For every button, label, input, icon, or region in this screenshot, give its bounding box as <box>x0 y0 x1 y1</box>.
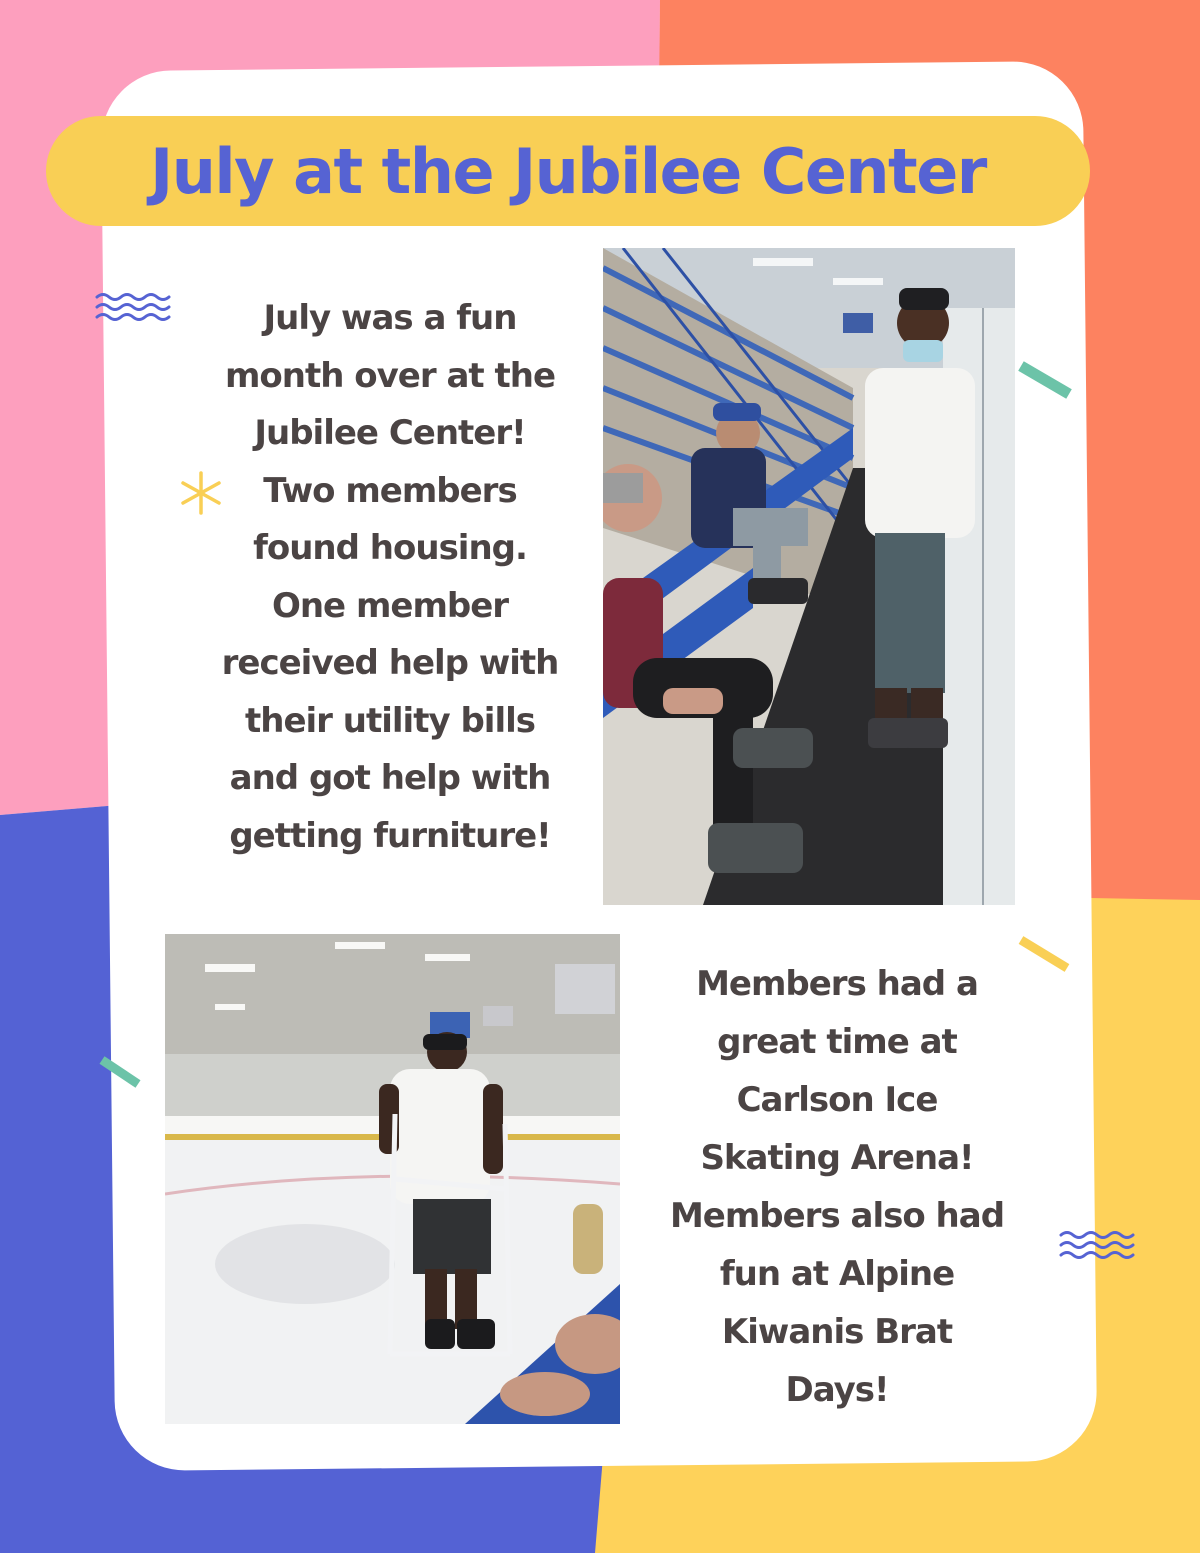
activities-line: Days! <box>785 1370 889 1410</box>
intro-line: their utility bills <box>245 700 535 741</box>
intro-line: One member <box>271 585 509 626</box>
teal-dash-decoration-icon <box>1015 358 1077 404</box>
page-title: July at the Jubilee Center <box>150 134 986 208</box>
intro-line: July was a fun <box>263 298 517 338</box>
intro-line: found housing. <box>253 528 527 568</box>
wave-decoration-bottom-icon <box>1058 1230 1140 1260</box>
activities-line: great time at <box>717 1022 957 1062</box>
activities-line: Members had a <box>696 964 978 1004</box>
activities-line: Carlson Ice <box>736 1080 938 1120</box>
ice-rink-photo <box>165 934 620 1424</box>
intro-line: and got help with <box>229 758 551 798</box>
intro-line: month over at the <box>224 355 556 396</box>
bleachers-photo <box>603 248 1015 905</box>
intro-line: Two members <box>263 470 517 511</box>
intro-paragraph <box>180 290 600 865</box>
teal-dash-left-decoration-icon <box>96 1054 144 1092</box>
wave-decoration-icon <box>94 292 176 322</box>
intro-line: Jubilee Center! <box>254 413 526 453</box>
activities-paragraph <box>632 955 1042 1419</box>
activities-line: Members also had <box>669 1196 1005 1236</box>
activities-line: Skating Arena! <box>700 1138 974 1178</box>
activities-line: fun at Alpine <box>719 1254 955 1294</box>
activities-line: Kiwanis Brat <box>721 1312 953 1352</box>
intro-line: getting furniture! <box>229 815 551 856</box>
title-banner <box>46 116 1090 226</box>
intro-line: received help with <box>221 643 559 683</box>
